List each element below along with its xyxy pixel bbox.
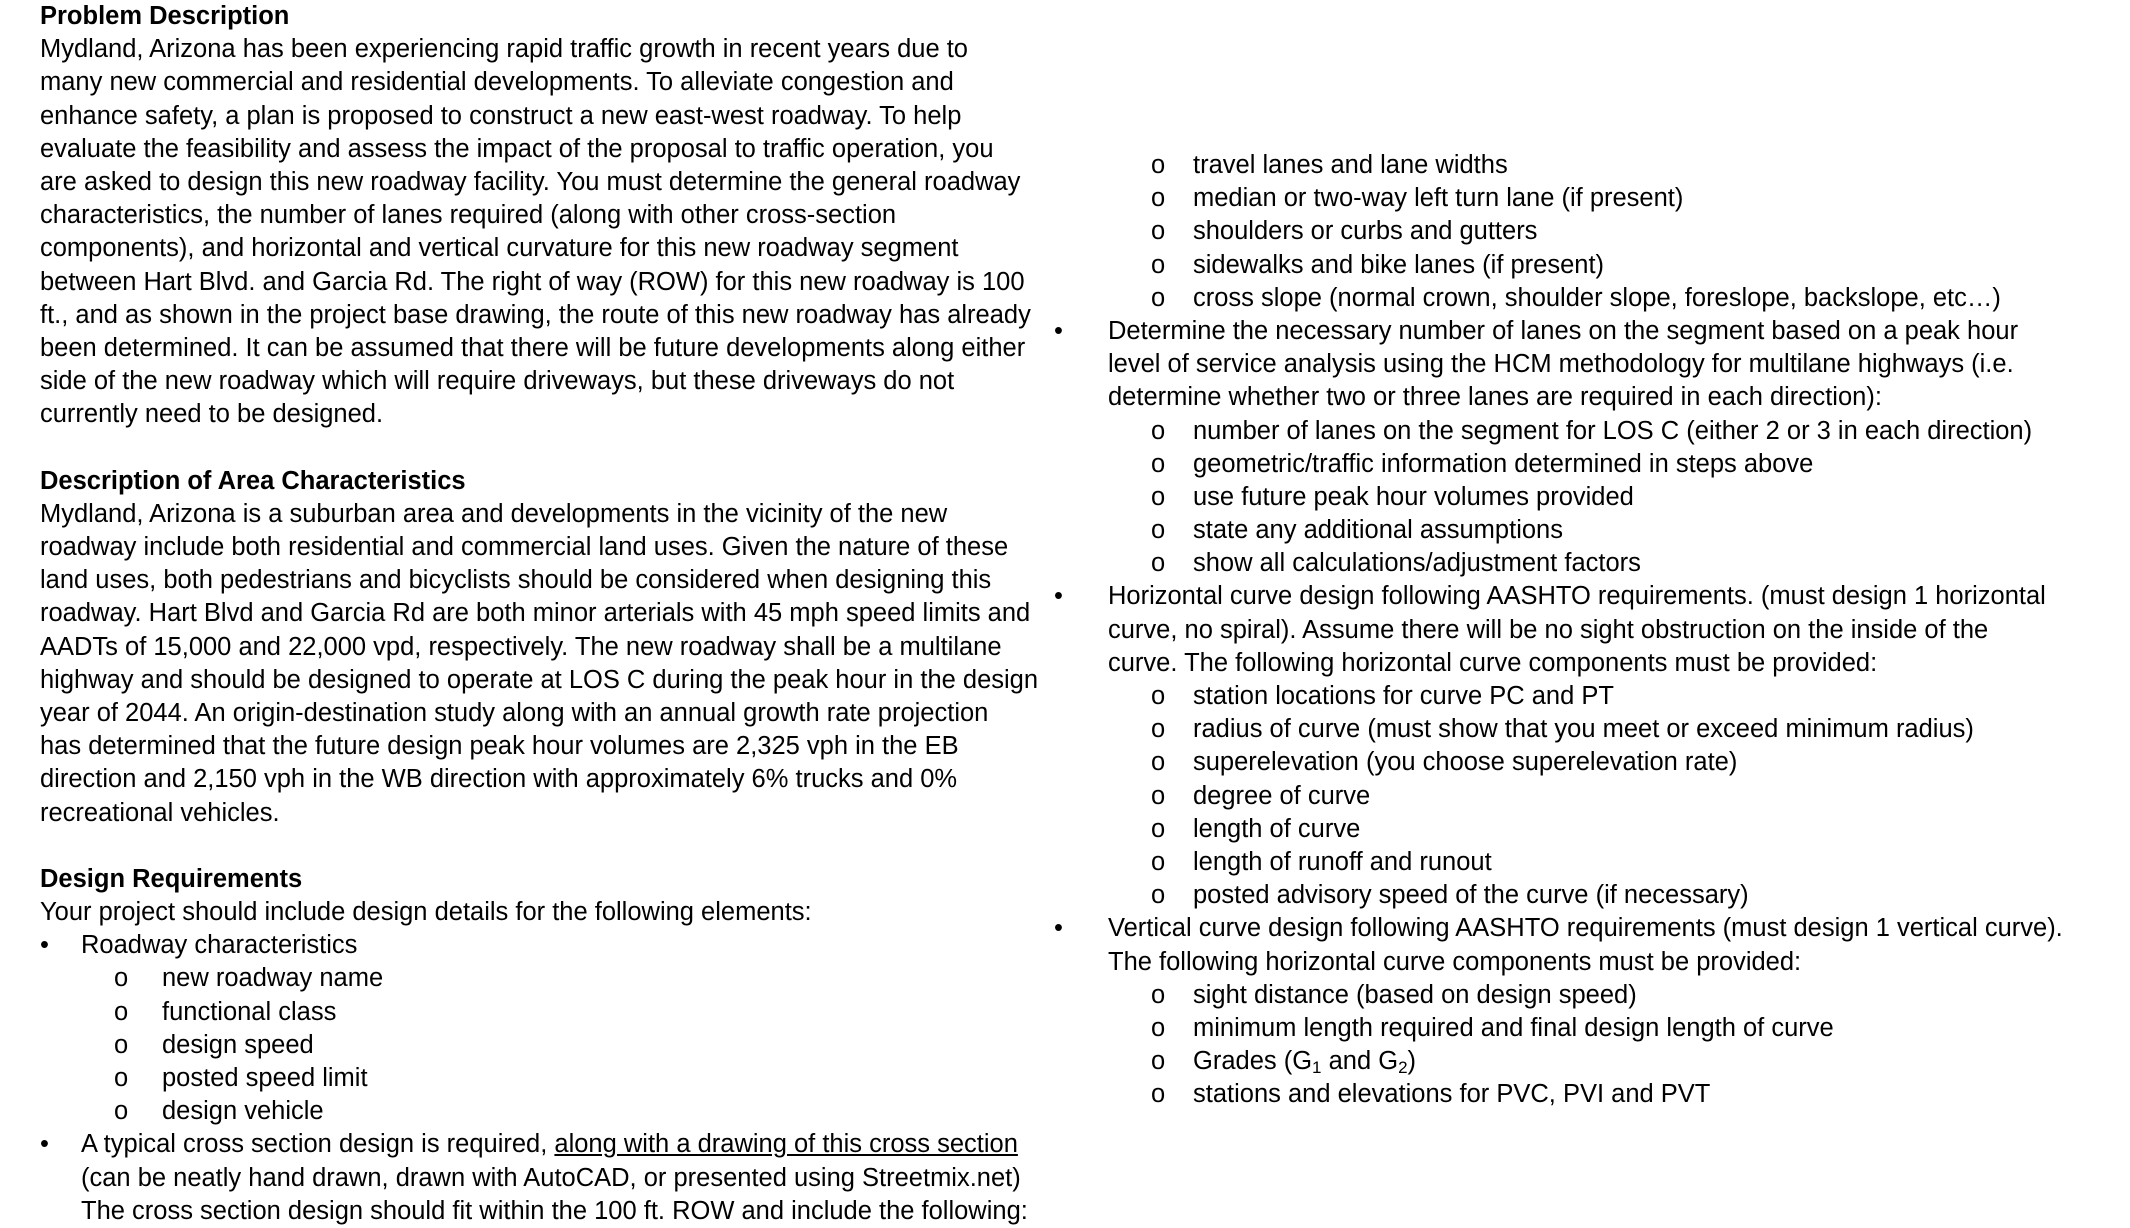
bullet-continuation: The following horizontal curve components must be provided: [1108,947,1802,976]
bullet-continuation: The cross section design should fit within the 100 ft. ROW and include the following: [81,1196,1028,1225]
sub-item [40,1062,1040,1095]
bullet-lanes [1050,315,2130,348]
bullet-text: Determine the necessary number of lanes on the segment based on a peak hour [1108,316,2019,345]
sub-item [1050,879,2130,912]
paragraph-line: direction and 2,150 vph in the WB direction with approximately 6% trucks and 0% [40,765,958,794]
sub-item [40,1029,1040,1062]
sub-item [1050,846,2130,879]
sub-item [1050,182,2130,215]
design-heading: Design Requirements [40,864,303,893]
sub-bullet-marker: o [1151,682,1166,710]
sub-item [1050,415,2130,448]
sub-item [40,1095,1040,1128]
sub-bullet-marker: o [1151,881,1166,910]
paragraph-line: Mydland, Arizona is a suburban area and developments in the vicinity of the new [40,499,948,528]
sub-item-text: cross slope (normal crown, shoulder slope, foreslope, backslope, etc…) [1193,283,2001,312]
sub-bullet-marker: o [1151,748,1166,777]
paragraph-line: land uses, both pedestrians and bicyclists should be considered when designing this [40,566,992,595]
paragraph-line: roadway. Hart Blvd and Garcia Rd are both minor arterials with 45 mph speed limits and [40,599,1031,628]
sub-item [1050,780,2130,813]
bullet-text: Roadway characteristics [81,931,358,960]
sub-item [1050,680,2130,713]
grades-suffix: ) [1407,1047,1417,1076]
underlined-text: along with a drawing of this cross section [554,1130,1018,1159]
paragraph-line: year of 2044. An origin-destination study along with an annual growth rate projection [40,698,989,727]
sub-bullet-marker: o [1151,217,1166,246]
sub-bullet-marker: o [1151,449,1166,478]
bullet-marker: • [40,1130,49,1159]
sub-bullet-marker: o [114,1030,129,1059]
paragraph-line: currently need to be designed. [40,400,384,429]
bullet-continuation: curve. The following horizontal curve components must be provided: [1108,648,1878,677]
sub-bullet-marker: o [1151,250,1166,279]
problem-paragraph [40,33,1040,431]
sub-bullet-marker: o [1151,516,1166,545]
sub-item [1050,448,2130,481]
sub-item-text: show all calculations/adjustment factors [1193,549,1641,578]
sub-bullet-marker: o [1151,1047,1166,1076]
paragraph-line: roadway include both residential and commercial land uses. Given the nature of these [40,533,1009,561]
sub-bullet-marker: o [1151,1013,1166,1042]
sub-item [1050,979,2130,1012]
sub-bullet-marker: o [114,997,129,1026]
sub-item-text: use future peak hour volumes provided [1193,482,1634,511]
paragraph-line: been determined. It can be assumed that there will be future developments along either [40,333,1026,362]
area-heading: Description of Area Characteristics [40,466,466,495]
paragraph-line: recreational vehicles. [40,798,280,827]
paragraph-line: side of the new roadway which will require driveways, but these driveways do not [40,367,955,396]
paragraph-line: characteristics, the number of lanes required (along with other cross-section [40,201,897,230]
grade-subscript-1: 1 [1312,1058,1322,1078]
bullet-marker: • [1054,914,1063,943]
paragraph-line: AADTs of 15,000 and 22,000 vpd, respectively. The new roadway shall be a multilane [40,632,1002,661]
sub-item [1050,481,2130,514]
bullet-horizontal-curve [1050,580,2130,613]
paragraph-line: components), and horizontal and vertical curvature for this new roadway segment [40,234,959,263]
sub-item-text: travel lanes and lane widths [1193,151,1508,179]
sub-item [1050,282,2130,315]
paragraph-line: many new commercial and residential developments. To alleviate congestion and [40,68,954,97]
paragraph-line: has determined that the future design peak hour volumes are 2,325 vph in the EB [40,732,959,761]
sub-item [1050,514,2130,547]
paragraph-line: are asked to design this new roadway facility. You must determine the general roadway [40,167,1021,196]
sub-item-text: number of lanes on the segment for LOS C (either 2 or 3 in each direction) [1193,416,2033,445]
bullet-cross-section [40,1128,1040,1161]
sub-item [1050,149,2130,182]
sub-bullet-marker: o [1151,549,1166,578]
right-column [1050,149,2130,1111]
sub-item [1050,1012,2130,1045]
sub-bullet-marker: o [1151,416,1166,445]
bullet-continuation: (can be neatly hand drawn, drawn with AutoCAD, or presented using Streetmix.net) [81,1163,1021,1192]
bullet-continuation: level of service analysis using the HCM methodology for multilane highways (i.e. [1108,350,2014,379]
bullet-marker: • [1054,582,1063,611]
sub-item [1050,547,2130,580]
grade-subscript-2: 2 [1398,1058,1408,1078]
sub-item [40,962,1040,995]
paragraph-line: enhance safety, a plan is proposed to construct a new east-west roadway. To help [40,101,962,130]
paragraph-line: ft., and as shown in the project base drawing, the route of this new roadway has already [40,300,1031,329]
sub-bullet-marker: o [1151,715,1166,744]
sub-bullet-marker: o [1151,814,1166,843]
sub-item-text: design speed [162,1030,314,1059]
sub-item-text: length of runoff and runout [1193,847,1492,876]
design-intro: Your project should include design details for the following elements: [40,898,812,927]
spacer [40,830,1040,863]
sub-bullet-marker: o [1151,847,1166,876]
left-column [40,0,1040,1228]
sub-item-text: sight distance (based on design speed) [1193,980,1637,1009]
sub-bullet-marker: o [114,1064,129,1092]
bullet-continuation: determine whether two or three lanes are required in each direction): [1108,383,1882,412]
grades-prefix: Grades (G [1193,1047,1313,1076]
bullet-text: Horizontal curve design following AASHTO requirements. (must design 1 horizontal [1108,582,2046,611]
bullet-vertical-curve [1050,912,2130,945]
sub-bullet-marker: o [114,964,129,993]
sub-item-text: median or two-way left turn lane (if present) [1193,184,1684,213]
sub-item-text: design vehicle [162,1097,324,1126]
bullet-continuation: curve, no spiral). Assume there will be no sight obstruction on the inside of the [1108,615,1989,644]
bullet-marker: • [1054,316,1063,345]
sub-item-grades [1050,1045,2130,1078]
sub-item-text: station locations for curve PC and PT [1193,682,1614,710]
sub-item [1050,813,2130,846]
sub-item [1050,215,2130,248]
bullet-roadway-characteristics [40,929,1040,962]
spacer [40,431,1040,464]
sub-item-text: sidewalks and bike lanes (if present) [1193,250,1605,279]
paragraph-line: Mydland, Arizona has been experiencing rapid traffic growth in recent years due to [40,35,968,64]
sub-item-text: degree of curve [1193,781,1371,810]
sub-item-text: posted speed limit [162,1064,368,1092]
sub-item [40,996,1040,1029]
sub-bullet-marker: o [1151,482,1166,511]
problem-heading: Problem Description [40,2,290,30]
sub-item-text: superelevation (you choose superelevation rate) [1193,748,1738,777]
bullet-text: Vertical curve design following AASHTO requirements (must design 1 vertical curve). [1108,914,2063,943]
sub-bullet-marker: o [114,1097,129,1126]
sub-bullet-marker: o [1151,980,1166,1009]
paragraph-line: highway and should be designed to operate at LOS C during the peak hour in the design [40,665,1039,694]
sub-item-text: shoulders or curbs and gutters [1193,217,1538,246]
sub-bullet-marker: o [1151,781,1166,810]
grades-middle: and G [1321,1047,1399,1076]
paragraph-line: evaluate the feasibility and assess the impact of the proposal to traffic operation, you [40,134,994,163]
sub-bullet-marker: o [1151,1080,1166,1109]
sub-item [1050,746,2130,779]
sub-bullet-marker: o [1151,283,1166,312]
bullet-text: A typical cross section design is required, [81,1130,555,1159]
sub-item [1050,249,2130,282]
sub-bullet-marker: o [1151,151,1166,179]
sub-item [1050,713,2130,746]
sub-item-text: posted advisory speed of the curve (if necessary) [1193,881,1749,910]
area-paragraph [40,498,1040,830]
paragraph-line: between Hart Blvd. and Garcia Rd. The right of way (ROW) for this new roadway is 100 [40,267,1025,296]
sub-item-text: functional class [162,997,337,1026]
sub-item-text: radius of curve (must show that you meet or exceed minimum radius) [1193,715,1974,744]
sub-item-text: geometric/traffic information determined in steps above [1193,449,1814,478]
sub-bullet-marker: o [1151,184,1166,213]
sub-item-text: new roadway name [162,964,384,993]
sub-item-text: minimum length required and final design length of curve [1193,1013,1834,1042]
bullet-marker: • [40,931,49,960]
sub-item-text: stations and elevations for PVC, PVI and PVT [1193,1080,1711,1109]
sub-item [1050,1078,2130,1111]
sub-item-text: length of curve [1193,814,1361,843]
sub-item-text: state any additional assumptions [1193,516,1563,545]
